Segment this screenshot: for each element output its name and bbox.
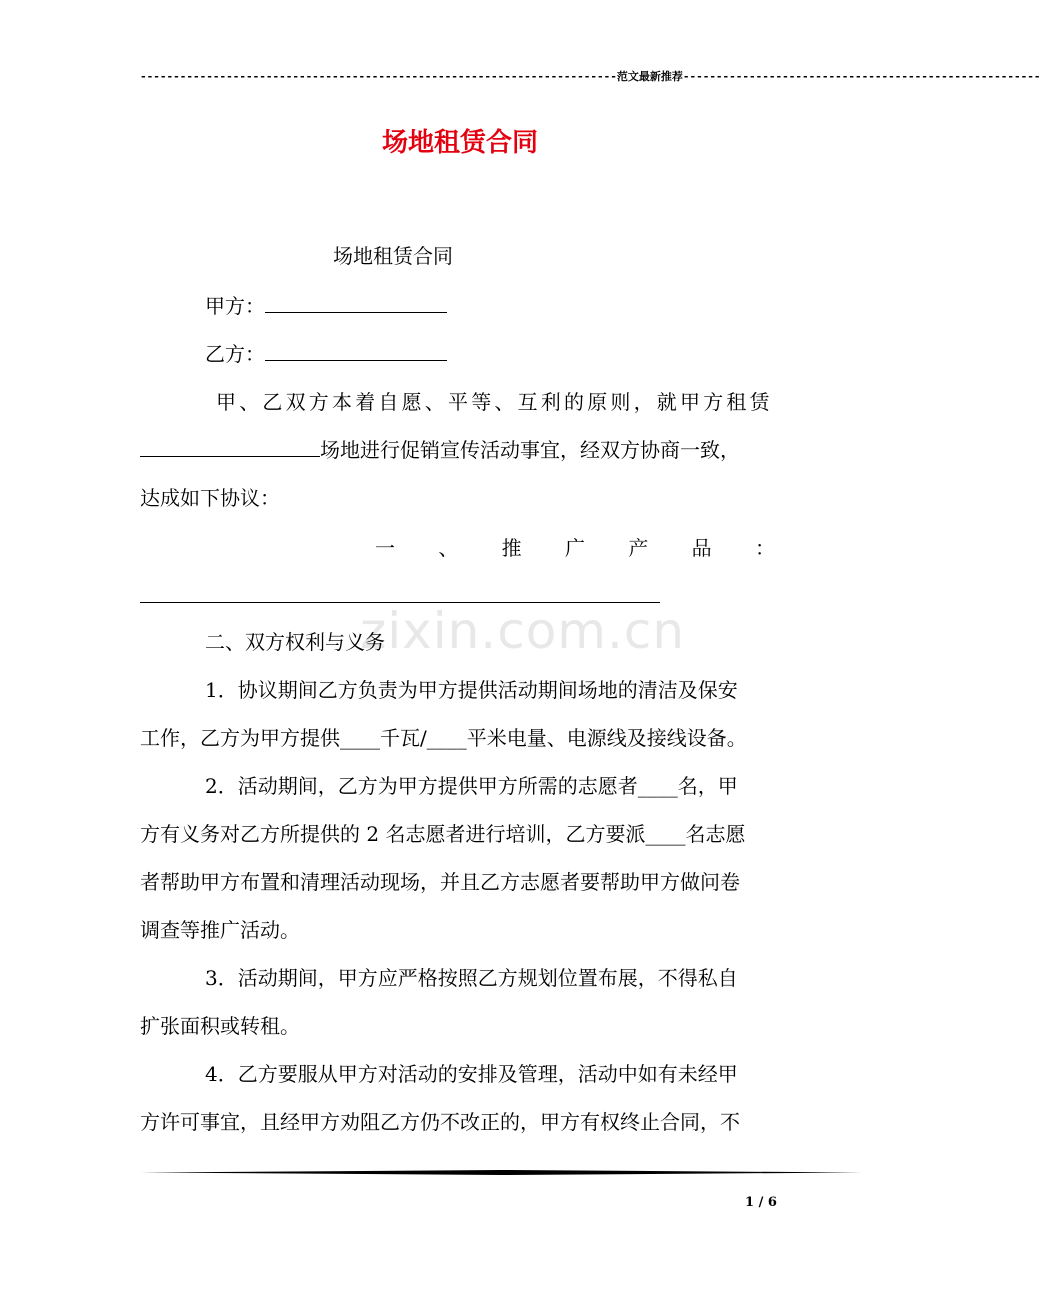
intro-line-3: 达成如下协议： [140, 486, 280, 510]
party-b-line [205, 342, 447, 366]
venue-blank [140, 440, 320, 457]
item-2-line-2: 方有义务对乙方所提供的 2 名志愿者进行培训，乙方要派____名志愿 [140, 822, 746, 846]
item-2-line-4: 调查等推广活动。 [140, 918, 300, 942]
product-blank [140, 602, 660, 603]
party-a-blank [265, 296, 447, 313]
item-2-line-1: 2．活动期间，乙方为甲方提供甲方所需的志愿者____名，甲 [205, 774, 738, 798]
section-2-title: 二、双方权利与义务 [205, 630, 385, 654]
section-1-char: ： [754, 536, 775, 560]
footer-divider [140, 1170, 862, 1175]
item-3-line-2: 扩张面积或转租。 [140, 1014, 300, 1038]
intro-line-1: 甲、乙双方本着自愿、平等、互利的原则，就甲方租赁 [216, 390, 773, 414]
watermark-text: zixin.com.cn [360, 602, 686, 660]
page-number: 1 / 6 [745, 1195, 777, 1210]
party-a-line [205, 294, 447, 318]
item-1-line-1: 1．协议期间乙方负责为甲方提供活动期间场地的清洁及保安 [205, 678, 738, 702]
section-1-char: 品 [691, 536, 712, 560]
contract-subtitle: 场地租赁合同 [333, 244, 453, 268]
section-1-char: 产 [628, 536, 649, 560]
header-banner: ------------------------------------------------------------------------范文最新推荐------------------------------------------------------ [140, 70, 1040, 83]
party-b-blank [265, 344, 447, 361]
intro-line-2-text: 场地进行促销宣传活动事宜，经双方协商一致， [320, 438, 740, 462]
section-1-char: 推 [501, 536, 522, 560]
item-1-line-2: 工作，乙方为甲方提供____千瓦/____平米电量、电源线及接线设备。 [140, 726, 747, 750]
section-1-char: 一 [375, 536, 395, 560]
item-2-line-3: 者帮助甲方布置和清理活动现场，并且乙方志愿者要帮助甲方做问卷 [140, 870, 740, 894]
item-4-line-2: 方许可事宜，且经甲方劝阻乙方仍不改正的，甲方有权终止合同，不 [140, 1110, 740, 1134]
section-1-char: 广 [564, 536, 585, 560]
item-4-line-1: 4．乙方要服从甲方对活动的安排及管理，活动中如有未经甲 [205, 1062, 738, 1086]
section-1-heading [375, 536, 775, 560]
section-1-char: 、 [438, 536, 459, 560]
party-a-label: 甲方： [205, 294, 265, 318]
intro-line-2 [140, 438, 740, 462]
party-b-label: 乙方： [205, 342, 265, 366]
document-title: 场地租赁合同 [381, 128, 538, 158]
item-3-line-1: 3．活动期间，甲方应严格按照乙方规划位置布展，不得私自 [205, 966, 738, 990]
